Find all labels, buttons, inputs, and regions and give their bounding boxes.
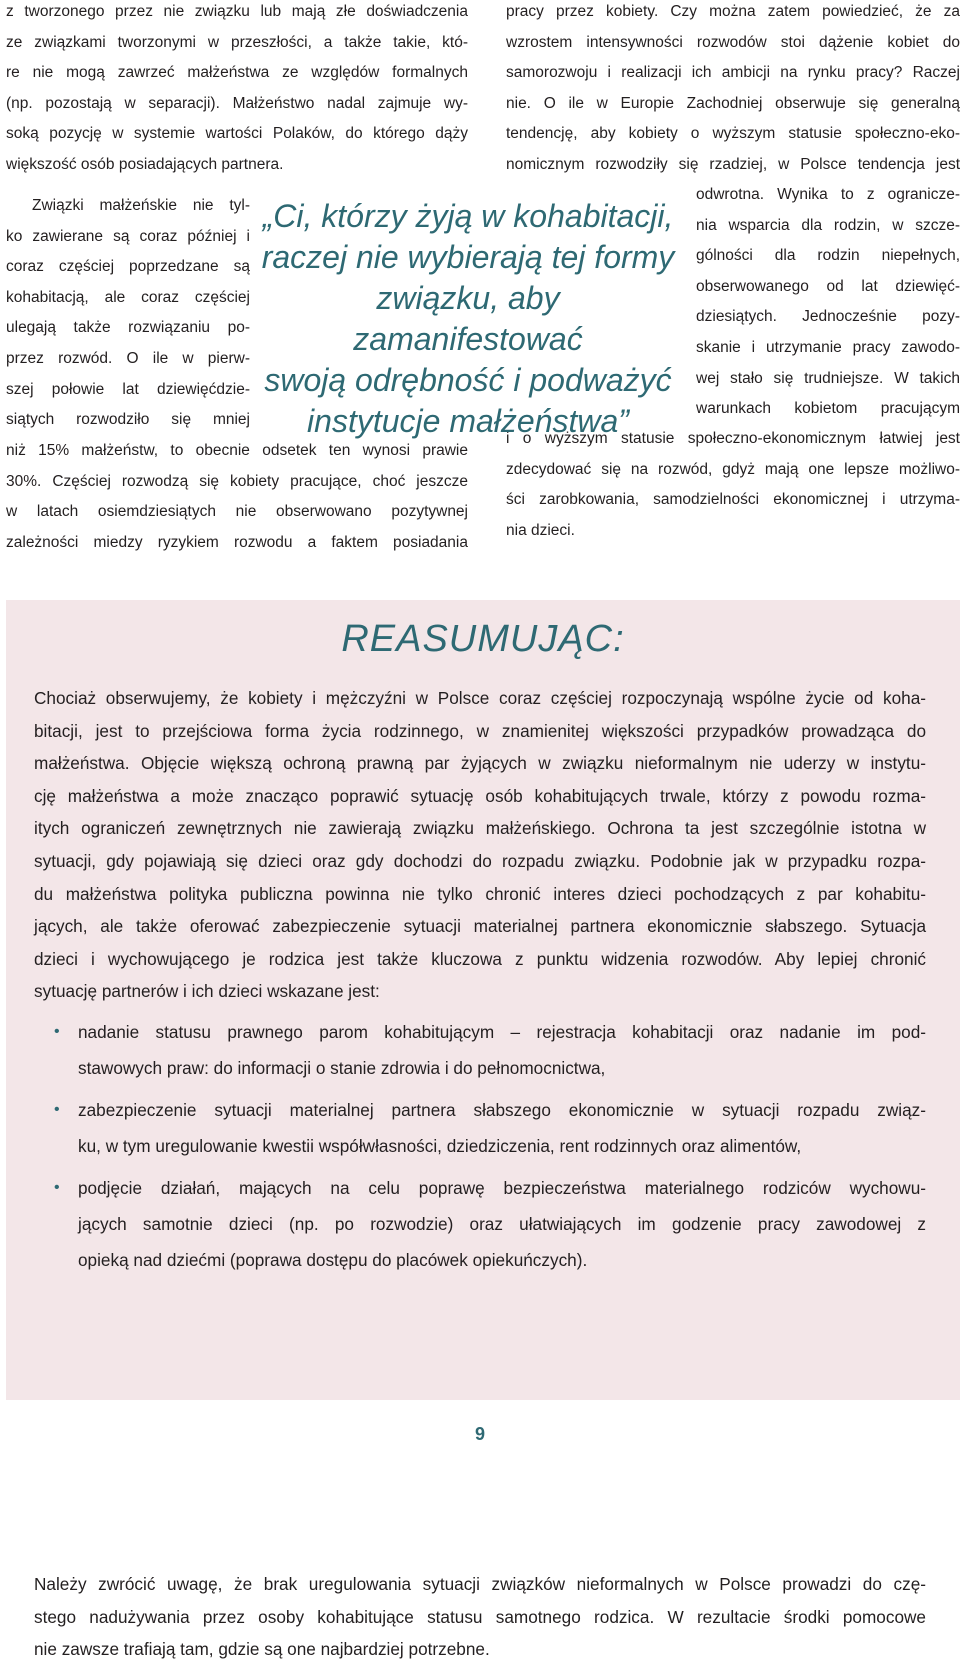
body-line: soką pozycję w systemie wartości Polaków, do którego dąży <box>6 125 468 143</box>
pull-quote-line: związku, aby zamanifestować <box>353 280 583 357</box>
list-item-line: jących samotnie dzieci (np. po rozwodzie) oraz ułatwiających im godzenie pracy zawodowej z <box>78 1214 926 1234</box>
list-item-line: • zabezpieczenie sytuacji materialnej partnera słabszego ekonomicznie w sytuacji rozpadu związ- <box>78 1100 926 1120</box>
body-line: i o wyższym statusie społeczno-ekonomicznym łatwiej jest <box>506 430 960 447</box>
list-item <box>34 1092 926 1164</box>
body-line: skanie i utrzymanie pracy zawodo- <box>696 338 960 356</box>
closing-line: Należy zwrócić uwagę, że brak uregulowania sytuacji związków nieformalnych w Polsce prowadzi do czę- <box>34 1574 926 1594</box>
body-line: z tworzonego przez nie związku lub mają złe doświadczenia <box>6 3 468 20</box>
left-column-bottom <box>6 436 468 558</box>
body-line: 30%. Częściej rozwodzą się kobiety pracujące, choć jeszcze <box>6 472 468 490</box>
body-line: odwrotna. Wynika to z ogranicze- <box>696 186 960 203</box>
body-line: kohabitacją, ale coraz częściej <box>6 288 250 306</box>
body-line: zależności miedzy ryzykiem rozwodu a faktem posiadania <box>6 533 468 551</box>
closing-line: nie zawsze trafiają tam, gdzie są one najbardziej potrzebne. <box>34 1639 490 1660</box>
list-item <box>34 1014 926 1086</box>
body-line: Związki małżeńskie nie tyl- <box>32 197 250 214</box>
body-line: nia wsparcia dla rodzin, w szcze- <box>696 216 960 234</box>
summary-line: sytuację partnerów i ich dzieci wskazane jest: <box>34 981 380 1002</box>
summary-title: REASUMUJĄC: <box>341 618 625 660</box>
right-column-narrow <box>696 180 960 425</box>
closing-paragraph <box>34 1568 926 1666</box>
body-line: nia dzieci. <box>506 521 575 539</box>
pull-quote-line: „Ci, którzy żyją w kohabitacji, <box>262 198 674 234</box>
summary-line: dzieci i wychowującego je rodzica jest także kluczowa z punktu widzenia rozwodów. Aby lepiej chronić <box>34 948 926 969</box>
body-line: w latach osiemdziesiątych nie obserwowano pozytywnej <box>6 503 468 521</box>
list-item-line: ku, w tym uregulowanie kwestii współwłasności, dziedziczenia, rent rodzinnych oraz alimentów, <box>78 1136 802 1156</box>
summary-paragraph <box>34 682 926 1008</box>
body-line: pracy przez kobiety. Czy można zatem powiedzieć, że za <box>506 3 960 20</box>
pull-quote <box>258 196 678 442</box>
body-line: tendencję, aby kobiety o wyższym statusie społeczno-eko- <box>506 125 960 143</box>
body-line: samorozwoju i realizacji ich ambicji na rynku pracy? Raczej <box>506 64 960 82</box>
summary-line: jących, ale także oferować zabezpieczenie sytuacji materialnej partnera ekonomicznie słabszego. Sytuacja <box>34 916 926 937</box>
pull-quote-line: raczej nie wybierają tej formy <box>261 239 675 275</box>
list-item <box>34 1170 926 1278</box>
body-line: dziesiątych. Jednocześnie pozy- <box>696 308 960 326</box>
summary-line: cję małżeństwa a może znacząco poprawić sytuację osób kohabitujących trwale, którzy z powodu rozma- <box>34 785 926 806</box>
summary-line: bitacji, jest to przejściowa forma życia rodzinnego, w znamienitej większości przypadków prowadząca do <box>34 720 926 741</box>
body-line: zdecydować się na rozwód, gdyż mają one lepsze możliwo- <box>506 460 960 478</box>
summary-line: sytuacji, gdy pojawiają się dzieci oraz gdy dochodzi do rozpadu związku. Podobnie jak w przypadku rozpa- <box>34 850 926 871</box>
summary-line: itych ograniczeń zewnętrznych nie zawierają związku małżeńskiego. Ochrona ta jest szczególnie istotna w <box>34 818 926 839</box>
body-line: wzrostem intensywności rozwodów stoi dążenie kobiet do <box>506 33 960 51</box>
body-line: warunkach kobietom pracującym <box>696 400 960 418</box>
body-line: nomicznym rozwodziły się rzadziej, w Polsce tendencja jest <box>506 155 960 173</box>
body-line: nie. O ile w Europie Zachodniej obserwuje się generalną <box>506 94 960 112</box>
right-column-bottom <box>506 424 960 546</box>
body-line: niż 15% małżeństw, to obecnie odsetek ten wynosi prawie <box>6 442 468 459</box>
body-line: re nie mogą zawrzeć małżeństwa ze względów formalnych <box>6 64 468 82</box>
summary-line: małżeństwa. Objęcie większą ochroną prawną par żyjących w związku nieformalnym nie uderzy w instytu- <box>34 753 926 774</box>
pull-quote-line: swoją odrębność i podważyć <box>264 362 672 398</box>
list-item-line: stawowych praw: do informacji o stanie zdrowia i do pełnomocnictwa, <box>78 1058 606 1078</box>
summary-line: Chociaż obserwujemy, że kobiety i mężczyźni w Polsce coraz częściej rozpoczynają wspólne życie od koha- <box>34 688 926 708</box>
body-line: (np. pozostają w separacji). Małżeństwo nadal zajmuje wy- <box>6 94 468 112</box>
body-line: ści zarobkowania, samodzielności ekonomicznej i utrzyma- <box>506 491 960 509</box>
pull-quote-line: instytucje małżeństwa” <box>307 403 629 439</box>
list-item-line: opieką nad dziećmi (poprawa dostępu do placówek opiekuńczych). <box>78 1250 588 1270</box>
left-column-narrow <box>6 191 250 436</box>
body-line: obserwowanego od lat dziewięć- <box>696 277 960 295</box>
list-item-line: • nadanie statusu prawnego parom kohabitującym – rejestracja kohabitacji oraz nadanie im pod- <box>78 1022 926 1042</box>
summary-box <box>6 600 960 1660</box>
body-line: coraz częściej poprzedzane są <box>6 258 250 276</box>
body-line: wej stało się trudniejsze. W takich <box>696 369 960 387</box>
body-line: ulegają także rozwiązaniu po- <box>6 319 250 337</box>
right-column-top <box>506 0 960 181</box>
page-number: 9 <box>474 1424 485 1444</box>
summary-line: du małżeństwa polityka publiczna powinna nie tylko chronić interes dzieci pochodzących z par kohabitu- <box>34 883 926 904</box>
closing-line: stego nadużywania przez osoby kohabitujące statusu samotnego rodzica. W rezultacie środki pomocowe <box>34 1606 926 1627</box>
body-line: szej połowie lat dziewięćdzie- <box>6 380 250 398</box>
body-line: ko zawierane są coraz później i <box>6 227 250 245</box>
recommendation-list <box>34 1014 926 1284</box>
body-line: przez rozwód. O ile w pierw- <box>6 349 250 367</box>
body-line: gólności dla rodzin niepełnych, <box>696 247 960 265</box>
body-line: większość osób posiadających partnera. <box>6 155 284 173</box>
left-column-top <box>6 0 468 181</box>
list-item-line: • podjęcie działań, mających na celu poprawę bezpieczeństwa materialnego rodziców wychowu- <box>78 1178 926 1198</box>
body-line: siątych rozwodziło się mniej <box>6 411 250 429</box>
body-line: ze związkami tworzonymi w przeszłości, a także takie, któ- <box>6 33 468 51</box>
